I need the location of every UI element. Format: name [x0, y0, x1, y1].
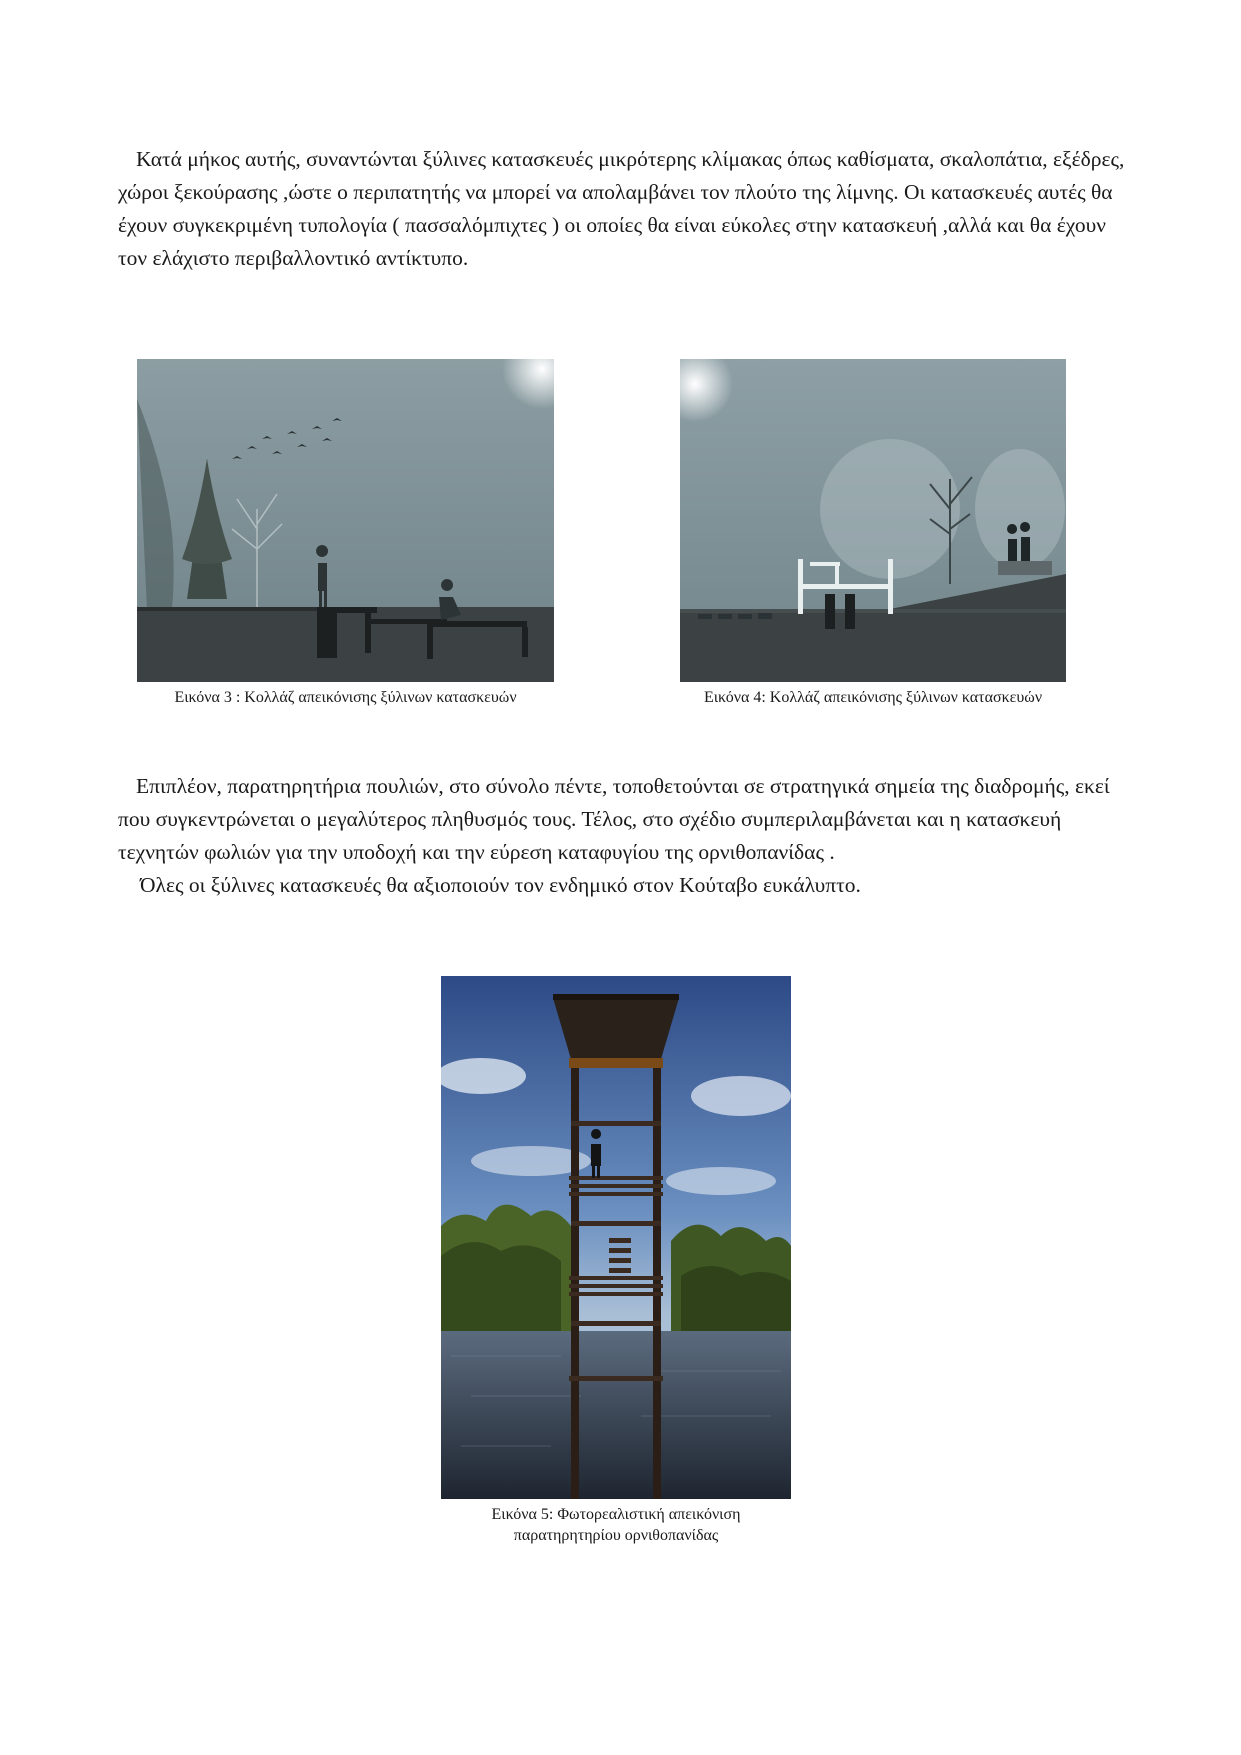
figure-4-caption: Εικόνα 4: Κολλάζ απεικόνισης ξύλινων κατασκευών: [703, 689, 1043, 706]
figure-5-observatory-render: [441, 976, 791, 1499]
paragraph-eucalyptus-wood: Όλες οι ξύλινες κατασκευές θα αξιοποιούν τον ενδημικό στον Κούταβο ευκάλυπτο.: [140, 873, 861, 897]
body-text-block-1: [118, 143, 1128, 275]
figure-3-caption: Εικόνα 3 : Κολλάζ απεικόνισης ξύλινων κατασκευών: [174, 689, 517, 706]
paragraph-construction-elements: Κατά μήκος αυτής, συναντώνται ξύλινες κατασκευές μικρότερης κλίμακας όπως καθίσματα, σκαλοπάτια, εξέδρες, χώροι ξεκούρασης ,ώστε ο περιπατητής να μπορεί να απολαμβάνει τον πλούτο της λίμνης. Οι κατασκευές αυτές θα έχουν συγκεκριμένη τυπολογία ( πασσαλόμπιχτες ) οι οποίες θα είναι εύκολες στην κατασκευή ,αλλά και θα έχουν τον ελάχιστο περιβαλλοντικό αντίκτυπο.: [118, 147, 1125, 270]
body-text-block-2: [118, 770, 1128, 902]
figure-4-collage-image: [680, 359, 1066, 682]
paragraph-bird-observatories: Επιπλέον, παρατηρητήρια πουλιών, στο σύνολο πέντε, τοποθετούνται σε στρατηγικά σημεία της διαδρομής, εκεί που συγκεντρώνεται ο μεγαλύτερος πληθυσμός τους. Τέλος, στο σχέδιο συμπεριλαμβάνεται και η κατασκευή τεχνητών φωλιών για την υποδοχή και την εύρεση καταφυγίου της ορνιθοπανίδας .: [118, 774, 1110, 864]
figure-3-collage-image: [137, 359, 554, 682]
figure-5-caption: Εικόνα 5: Φωτορεαλιστική απεικόνιση παρατηρητηρίου ορνιθοπανίδας: [491, 1506, 741, 1544]
